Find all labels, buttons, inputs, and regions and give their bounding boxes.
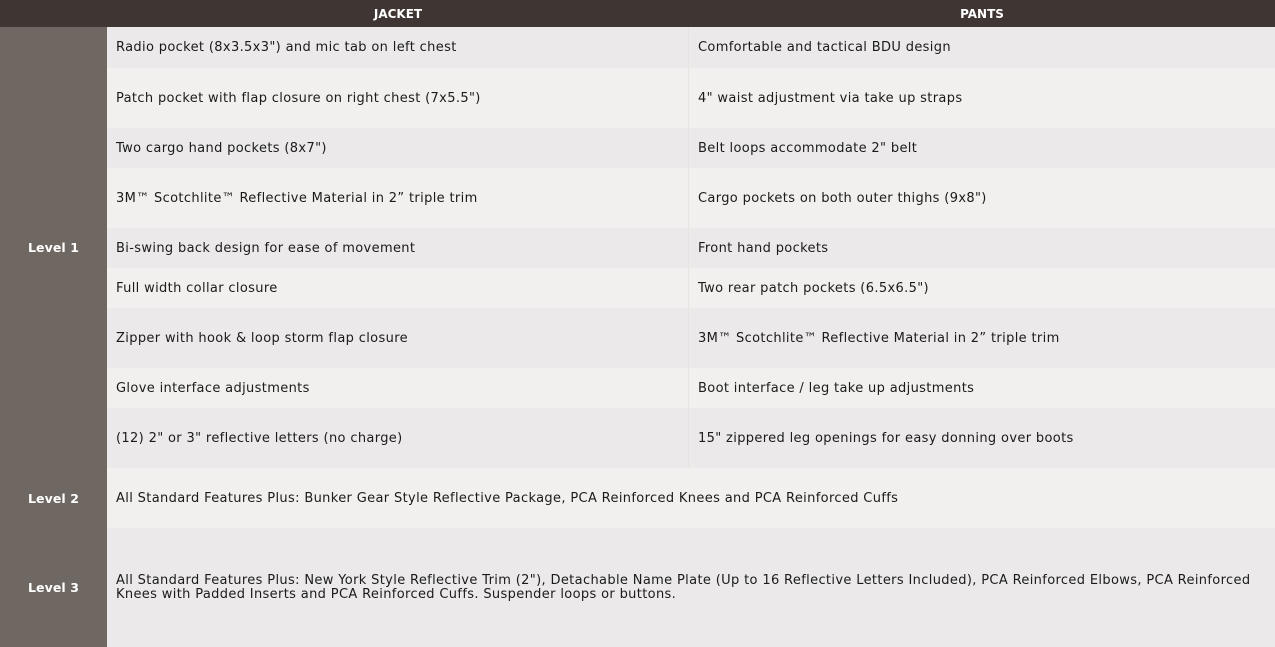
jacket-feature-cell: Patch pocket with flap closure on right chest (7x5.5"): [107, 68, 689, 128]
pants-feature-cell: Two rear patch pockets (6.5x6.5"): [689, 268, 1275, 308]
pants-feature-cell: Boot interface / leg take up adjustments: [689, 368, 1275, 408]
jacket-feature-cell: 3M™ Scotchlite™ Reflective Material in 2” triple trim: [107, 168, 689, 228]
jacket-feature-cell: Bi-swing back design for ease of movement: [107, 228, 689, 268]
pants-feature-cell: Front hand pockets: [689, 228, 1275, 268]
jacket-feature-cell: Glove interface adjustments: [107, 368, 689, 408]
level-2-label: Level 2: [0, 468, 107, 528]
jacket-feature-cell: Radio pocket (8x3.5x3") and mic tab on left chest: [107, 27, 689, 68]
pants-feature-cell: Comfortable and tactical BDU design: [689, 27, 1275, 68]
jacket-feature-cell: (12) 2" or 3" reflective letters (no charge): [107, 408, 689, 468]
pants-feature-cell: 3M™ Scotchlite™ Reflective Material in 2” triple trim: [689, 308, 1275, 368]
pants-feature-cell: Cargo pockets on both outer thighs (9x8"): [689, 168, 1275, 228]
pants-feature-cell: 4" waist adjustment via take up straps: [689, 68, 1275, 128]
level-1-label: Level 1: [0, 27, 107, 468]
level-2-features: All Standard Features Plus: Bunker Gear Style Reflective Package, PCA Reinforced Knees and PCA Reinforced Cuffs: [107, 468, 1275, 528]
jacket-feature-cell: Two cargo hand pockets (8x7"): [107, 128, 689, 168]
jacket-feature-cell: Zipper with hook & loop storm flap closure: [107, 308, 689, 368]
level-3-label: Level 3: [0, 528, 107, 647]
header-corner: [0, 0, 107, 27]
level-3-features: All Standard Features Plus: New York Style Reflective Trim (2"), Detachable Name Plate (Up to 16 Reflective Letters Included), PCA Reinforced Elbows, PCA Reinforced Knees with Padded Inserts and PCA Reinforced Cuffs. Suspender loops or buttons.: [107, 528, 1275, 647]
jacket-feature-cell: Full width collar closure: [107, 268, 689, 308]
pants-feature-cell: Belt loops accommodate 2" belt: [689, 128, 1275, 168]
column-header-jacket: JACKET: [107, 0, 689, 27]
column-header-pants: PANTS: [689, 0, 1275, 27]
pants-feature-cell: 15" zippered leg openings for easy donning over boots: [689, 408, 1275, 468]
